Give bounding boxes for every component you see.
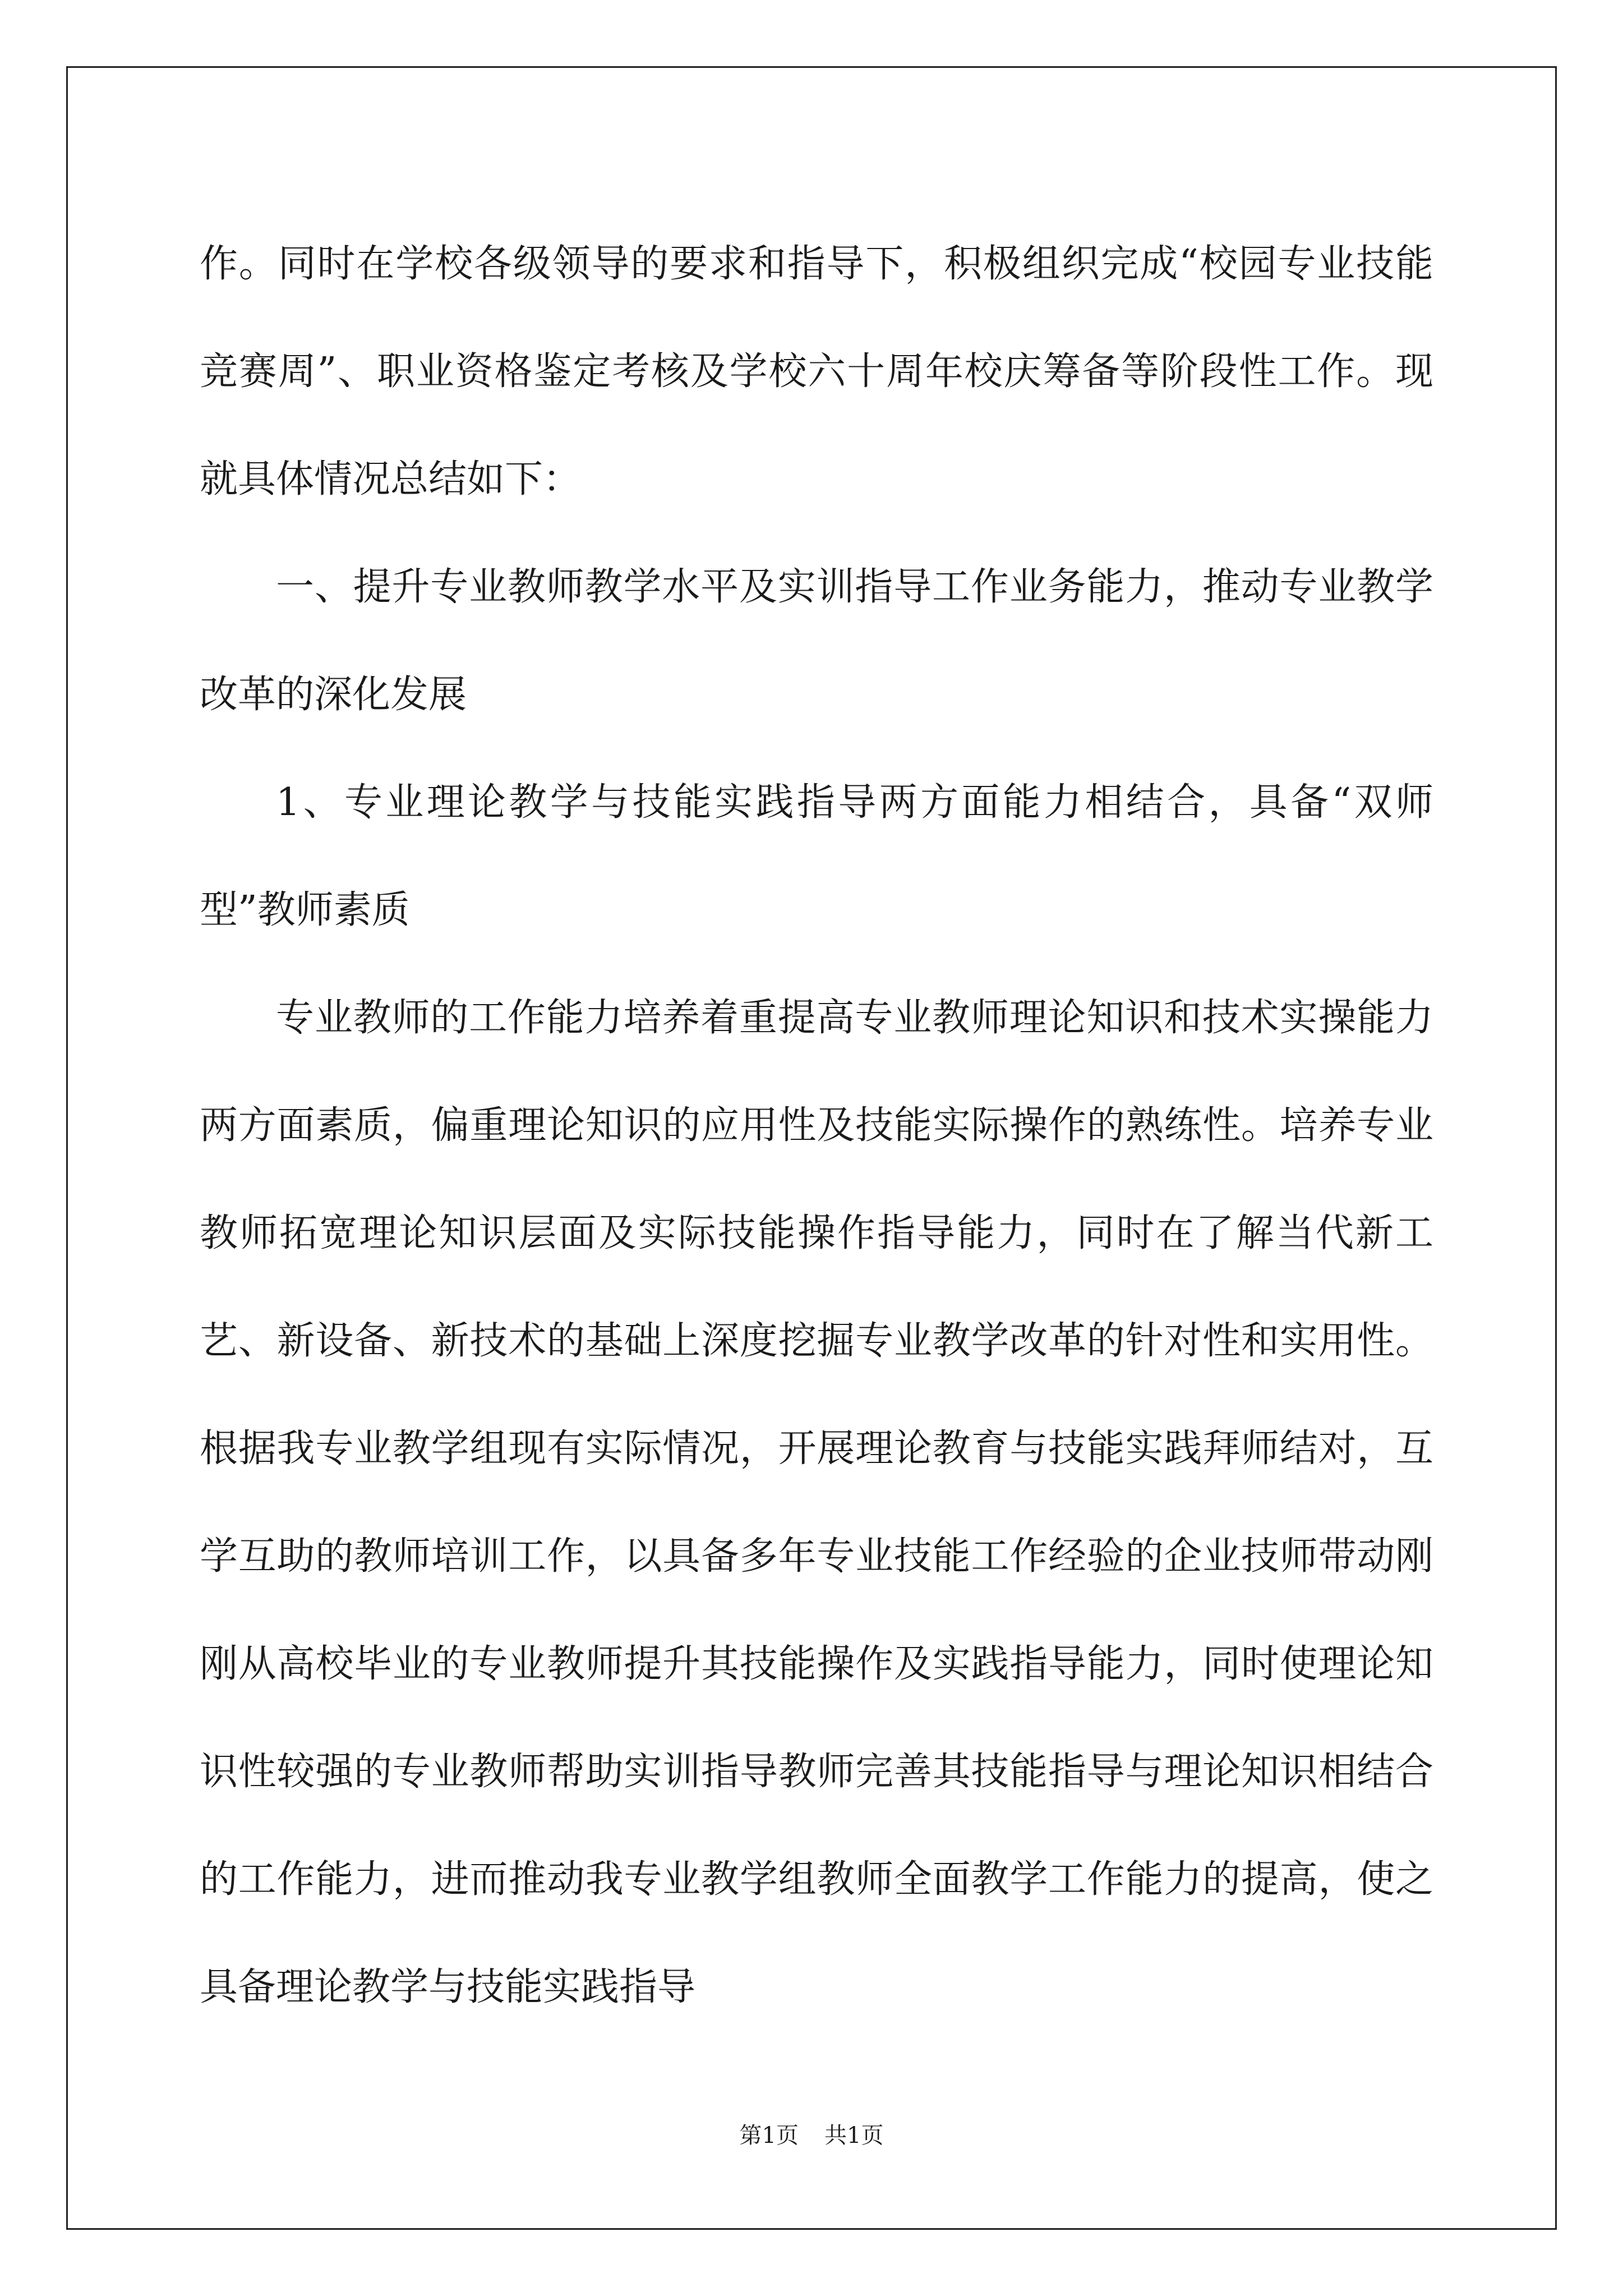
- page-total: 共1页: [824, 2123, 884, 2148]
- paragraph-continuation: 作。同时在学校各级领导的要求和指导下，积极组织完成“校园专业技能竞赛周”、职业资格鉴定考核及学校六十周年校庆筹备等阶段性工作。现就具体情况总结如下：: [200, 242, 1433, 501]
- document-body: [200, 210, 1433, 2041]
- paragraph-body: 专业教师的工作能力培养着重提高专业教师理论知识和技术实操能力两方面素质，偏重理论知识的应用性及技能实际操作的熟练性。培养专业教师拓宽理论知识层面及实际技能操作指导能力，同时在了解当代新工艺、新设备、新技术的基础上深度挖掘专业教学改革的针对性和实用性。根据我专业教学组现有实际情况，开展理论教育与技能实践拜师结对，互学互助的教师培训工作，以具备多年专业技能工作经验的企业技师带动刚刚从高校毕业的专业教师提升其技能操作及实践指导能力，同时使理论知识性较强的专业教师帮助实训指导教师完善其技能指导与理论知识相结合的工作能力，进而推动我专业教学组教师全面教学工作能力的提高，使之具备理论教学与技能实践指导: [200, 996, 1433, 2009]
- page-footer: [0, 2118, 1623, 2150]
- page-number: 第1页: [739, 2123, 799, 2148]
- subsection-heading-1: 1、专业理论教学与技能实践指导两方面能力相结合，具备“双师型”教师素质: [200, 780, 1433, 932]
- section-heading-1: 一、提升专业教师教学水平及实训指导工作业务能力，推动专业教学改革的深化发展: [200, 565, 1433, 717]
